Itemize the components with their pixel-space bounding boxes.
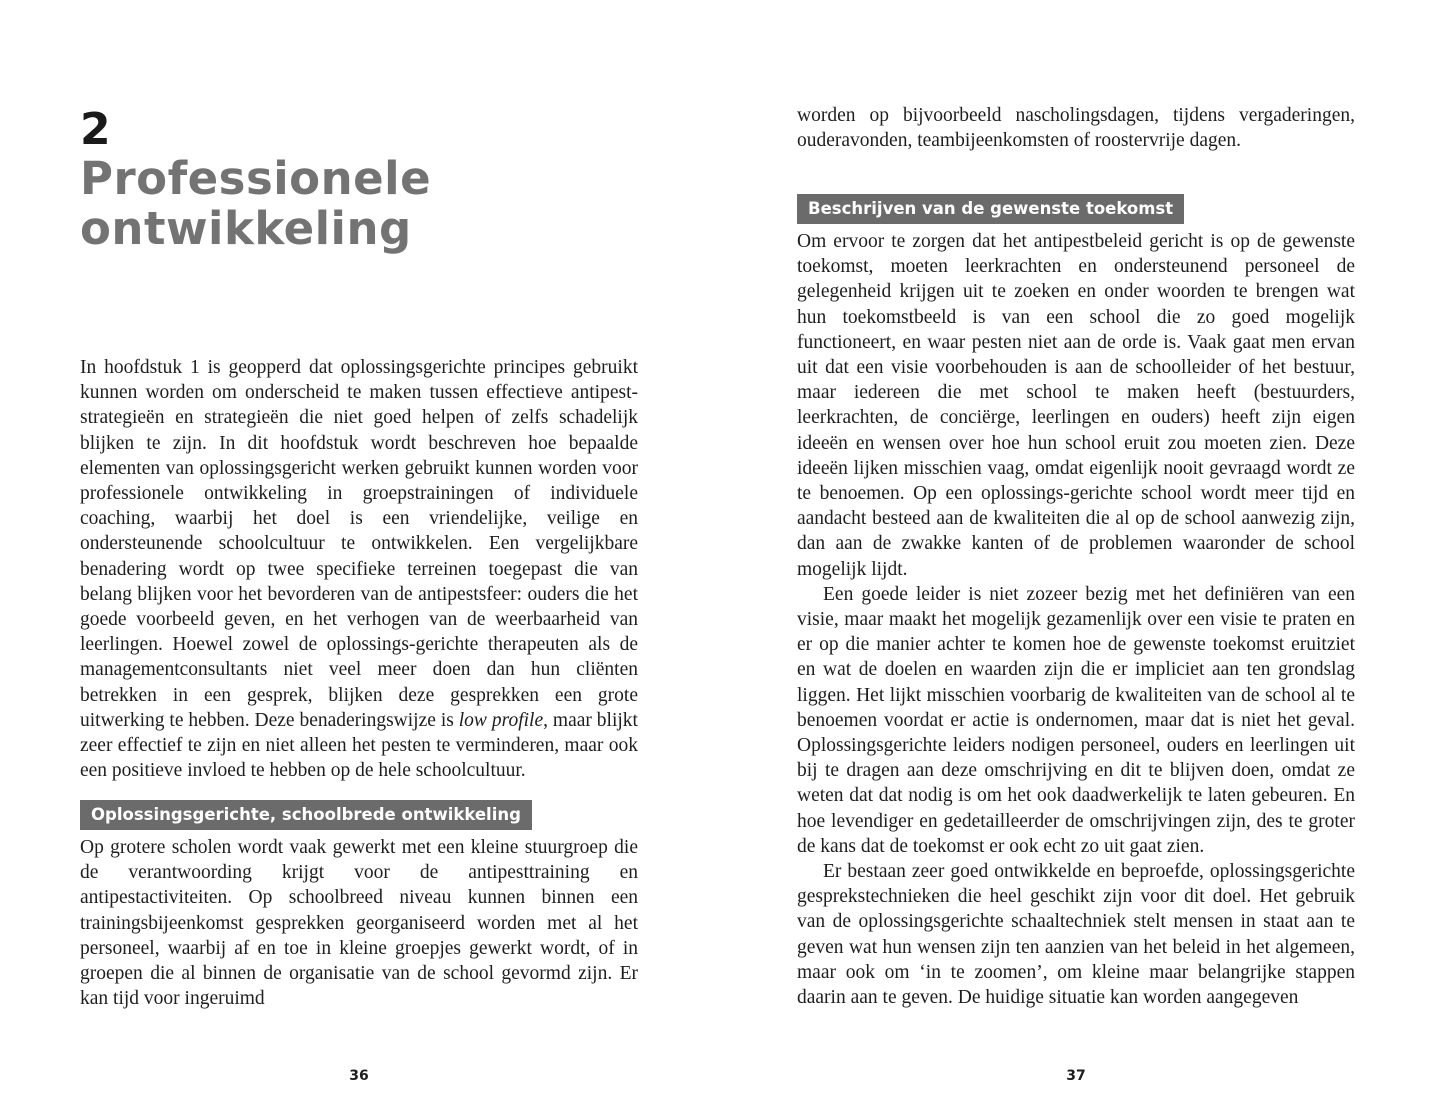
section-heading-schoolbrede-ontwikkeling: Oplossingsgerichte, schoolbrede ontwikkeling bbox=[80, 800, 532, 830]
intro-paragraph bbox=[80, 355, 638, 783]
body-paragraph-2: Een goede leider is niet zozeer bezig met het definiëren van een visie, maar maakt het mogelijk gezamenlijk over een visie te praten en er op die manier achter te komen hoe de gewenste toekomst eruitziet en wat de doelen en waarden zijn die er impliciet aan ten grondslag liggen. Het lijkt misschien voorbarig de kwaliteiten van de school al te benoemen voordat er actie is ondernomen, maar dat is niet het geval. Oplossingsgerichte leiders nodigen personeel, ouders en leerlingen uit bij te dragen aan deze omschrijving en dit te blijven doen, omdat ze weten dat dat nodig is om het ook daadwerkelijk te laten gebeuren. En hoe levendiger en gedetailleerder de omschrijvingen zijn, des te groter de kans dat de toekomst er ook echt zo uit gaat zien. bbox=[797, 583, 1355, 857]
intro-text-italic: low profile bbox=[458, 709, 544, 731]
section-heading-gewenste-toekomst: Beschrijven van de gewenste toekomst bbox=[797, 194, 1184, 224]
continued-paragraph bbox=[797, 103, 1355, 153]
intro-paragraph-text bbox=[80, 355, 638, 783]
section-paragraph-text: Op grotere scholen wordt vaak gewerkt met een kleine stuurgroep die de verantwoording krijgt voor de antipesttraining en antipestactiviteiten. Op schoolbreed niveau kunnen binnen een trainingsbijeenkomst gesprekken georganiseerd worden met al het personeel, waarbij af en toe in kleine groepjes gewerkt wordt, of in groepen die al binnen de organisatie van de school gevormd zijn. Er kan tijd voor ingeruimd bbox=[80, 837, 638, 1010]
continued-paragraph-text: worden op bijvoorbeeld nascholingsdagen, tijdens vergaderingen, ouderavonden, teambijeenkomsten of roostervrije dagen. bbox=[797, 105, 1355, 152]
section-body bbox=[797, 229, 1355, 1010]
chapter-title-line-1: Professionele bbox=[80, 152, 432, 205]
chapter-title-line-2: ontwikkeling bbox=[80, 202, 412, 255]
page-number-right: 37 bbox=[1066, 1068, 1086, 1084]
right-page bbox=[717, 0, 1434, 1115]
chapter-number: 2 bbox=[80, 104, 112, 155]
page-number-left: 36 bbox=[349, 1068, 369, 1084]
intro-text-part-2: , maar blijkt zeer effectief te zijn en niet alleen het pesten te verminderen, maar ook een positieve invloed te hebben op de hele schoolcultuur. bbox=[80, 709, 638, 782]
body-paragraph-3: Er bestaan zeer goed ontwikkelde en beproefde, oplossingsgerichte gesprekstechnieken die heel geschikt zijn voor dit doel. Het gebruik van de oplossingsgerichte schaaltechniek stelt mensen in staat aan te geven wat hun wensen zijn ten aanzien van het beleid in het algemeen, maar ook om ‘in te zoomen’, om kleine maar belangrijke stappen daarin aan te geven. De huidige situatie kan worden aangegeven bbox=[797, 861, 1355, 1009]
chapter-title bbox=[80, 154, 431, 254]
section-paragraph bbox=[80, 835, 638, 1011]
body-paragraph-1: Om ervoor te zorgen dat het antipestbeleid gericht is op de gewenste toekomst, moeten leerkrachten en ondersteunend personeel de gelegenheid krijgen uit te zoeken en onder woorden te brengen wat hun toekomstbeeld is van een school die zo goed mogelijk functioneert, en waar pesten niet aan de orde is. Vaak gaat men ervan uit dat een visie voorbehouden is aan de schoolleider of het bestuur, maar iedereen die met school te maken heeft (bestuurders, leerkrachten, de conciërge, leerlingen en ouders) heeft zijn eigen ideeën en wensen over hoe hun school eruit zou moeten zien. Deze ideeën lijken misschien vaag, omdat eigenlijk nooit gevraagd wordt ze te benoemen. Op een oplossings-gerichte school wordt meer tijd en aandacht besteed aan de kwaliteiten die al op de school aanwezig zijn, dan aan de zwakke kanten of de problemen waaronder de school mogelijk lijdt. bbox=[797, 231, 1355, 580]
intro-text-part-1: In hoofdstuk 1 is geopperd dat oplossingsgerichte principes gebruikt kunnen worden om onderscheid te maken tussen effectieve antipest-strategieën en strategieën die niet goed helpen of zelfs schadelijk blijken te zijn. In dit hoofdstuk wordt beschreven hoe bepaalde elementen van oplossingsgericht werken gebruikt kunnen worden voor professionele ontwikkeling in groepstrainingen of individuele coaching, waarbij het doel is een vriendelijke, veilige en ondersteunende schoolcultuur te ontwikkelen. Een vergelijkbare benadering wordt op twee specifieke terreinen toegepast die van belang blijken voor het bevorderen van de antipestsfeer: ouders die het goede voorbeeld geven, en het verhogen van de weerbaarheid van leerlingen. Hoewel zowel de oplossings-gerichte therapeuten als de managementconsultants niet veel meer doen dan hun cliënten betrekken in een gesprek, blijken deze gesprekken een grote uitwerking te hebben. Deze benaderingswijze is bbox=[80, 357, 638, 731]
